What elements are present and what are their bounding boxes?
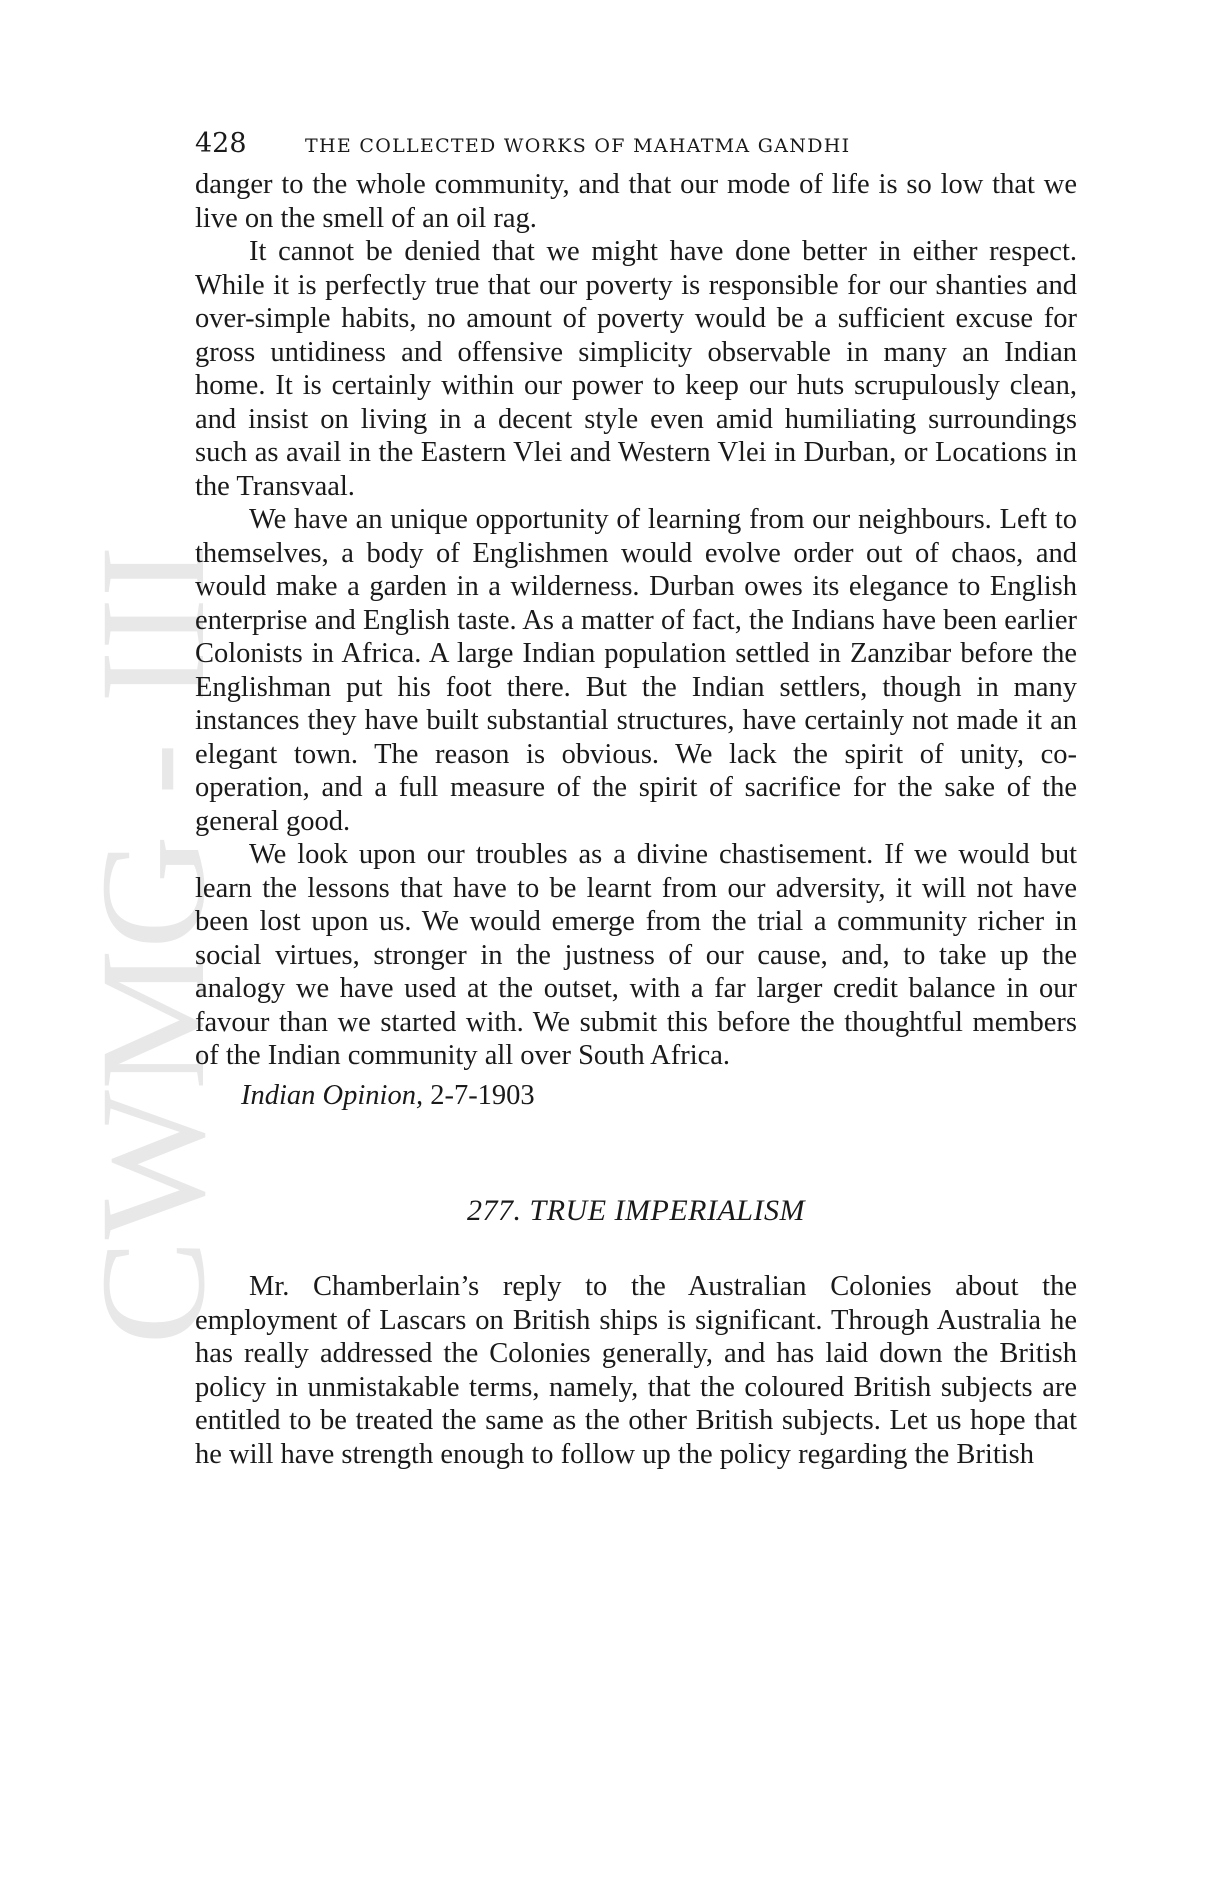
running-head: [195, 128, 1077, 168]
source-date: 2-7-1903: [430, 1079, 535, 1111]
source-citation: [241, 1079, 1077, 1113]
section-heading: 277. TRUE IMPERIALISM: [467, 1194, 805, 1227]
paragraph-3: We have an unique opportunity of learning from our neighbours. Left to themselves, a body of Englishmen would evolve order out of chaos, and would make a garden in a wilderness. Durban owes its elegance to English enterprise and English taste. As a matter of fact, the Indians have been earlier Colonists in Africa. A large Indian population settled in Zanzibar before the Englishman put his foot there. But the Indian settlers, though in many instances they have built substantial structures, have certainly not made it an elegant town. The reason is obvious. We lack the spirit of unity, co-operation, and a full measure of the spirit of sacrifice for the sake of the general good.: [195, 504, 1077, 837]
paragraph-2: It cannot be denied that we might have done better in either respect. While it is perfectly true that our poverty is responsible for our shanties and over-simple habits, no amount of poverty would be a sufficient excuse for gross untidiness and offensive simplicity observable in many an Indian home. It is certainly within our power to keep our huts scrupulously clean, and insist on living in a decent style even amid humiliating surroundings such as avail in the Eastern Vlei and Western Vlei in Durban, or Locations in the Transvaal.: [195, 236, 1077, 502]
paragraph-4: We look upon our troubles as a divine chastisement. If we would but learn the lessons that have to be learnt from our adversity, it will not have been lost upon us. We would emerge from the trial a community richer in social virtues, stronger in the justness of our cause, and, to take up the analogy we have used at the outset, with a far larger credit balance in our favour than we started with. We submit this before the thoughtful members of the Indian community all over South Africa.: [195, 839, 1077, 1071]
running-title: THE COLLECTED WORKS OF MAHATMA GANDHI: [305, 135, 851, 157]
section-paragraph-1: Mr. Chamberlain’s reply to the Australian Colonies about the employment of Lascars on British ships is significant. Through Australia he has really addressed the Colonies generally, and has laid down the British policy in unmistakable terms, namely, that the coloured British subjects are entitled to be treated the same as the other British subjects. Let us hope that he will have strength enough to follow up the policy regarding the British: [195, 1271, 1077, 1470]
page-number: 428: [195, 128, 247, 159]
page: [195, 128, 1077, 1471]
paragraph-1: danger to the whole community, and that our mode of life is so low that we live on the smell of an oil rag.: [195, 169, 1077, 234]
watermark-text: CWMG - III: [70, 586, 236, 1345]
source-journal: Indian Opinion,: [241, 1079, 424, 1111]
